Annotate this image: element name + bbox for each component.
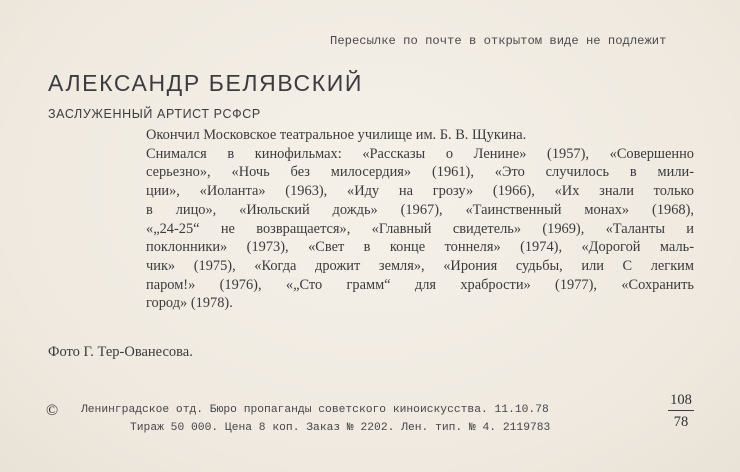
bio-line: чик» (1975), «Когда дрожит земля», «Ирония судьбы, или С легким — [146, 257, 694, 274]
bio-line: город» (1978). — [146, 295, 233, 312]
actor-name: АЛЕКСАНДР БЕЛЯВСКИЙ — [48, 70, 363, 96]
bio-line: поклонники» (1973), «Свет в конце тоннеля» (1974), «Дорогой маль- — [146, 239, 694, 256]
imprint-line-1: Ленинградское отд. Бюро пропаганды советского киноискусства. 11.10.78 — [81, 404, 549, 416]
photo-credit: Фото Г. Тер-Ованесова. — [48, 344, 193, 360]
actor-title: ЗАСЛУЖЕННЫЙ АРТИСТ РСФСР — [48, 107, 261, 121]
bio-line: Снимался в кинофильмах: «Рассказы о Ленине» (1957), «Совершенно — [146, 145, 694, 162]
bio-line: серьезно», «Ночь без милосердия» (1961), «Это случилось в мили- — [146, 164, 694, 181]
copyright-icon: © — [46, 402, 59, 419]
bio-line: в лицо», «Июльский дождь» (1967), «Таинственный монах» (1968), — [146, 201, 694, 218]
postal-note: Пересылке по почте в открытом виде не подлежит — [330, 34, 667, 48]
biography — [146, 126, 694, 313]
bio-line: Окончил Московское театральное училище им. Б. В. Щукина. — [146, 127, 527, 143]
code-denominator: 78 — [673, 414, 689, 430]
bio-line: «„24-25“ не возвращается», «Главный свидетель» (1969), «Таланты и — [146, 220, 694, 237]
bio-line: ции», «Иоланта» (1963), «Иду на грозу» (1966), «Их знали только — [146, 183, 694, 200]
imprint-line-2: Тираж 50 000. Цена 8 коп. Заказ № 2202. Лен. тип. № 4. 2119783 — [130, 422, 551, 434]
code-numerator: 108 — [670, 392, 692, 408]
bio-line: паром!» (1976), «„Сто грамм“ для храбрости» (1977), «Сохранить — [146, 276, 694, 293]
fraction-divider — [668, 410, 694, 411]
